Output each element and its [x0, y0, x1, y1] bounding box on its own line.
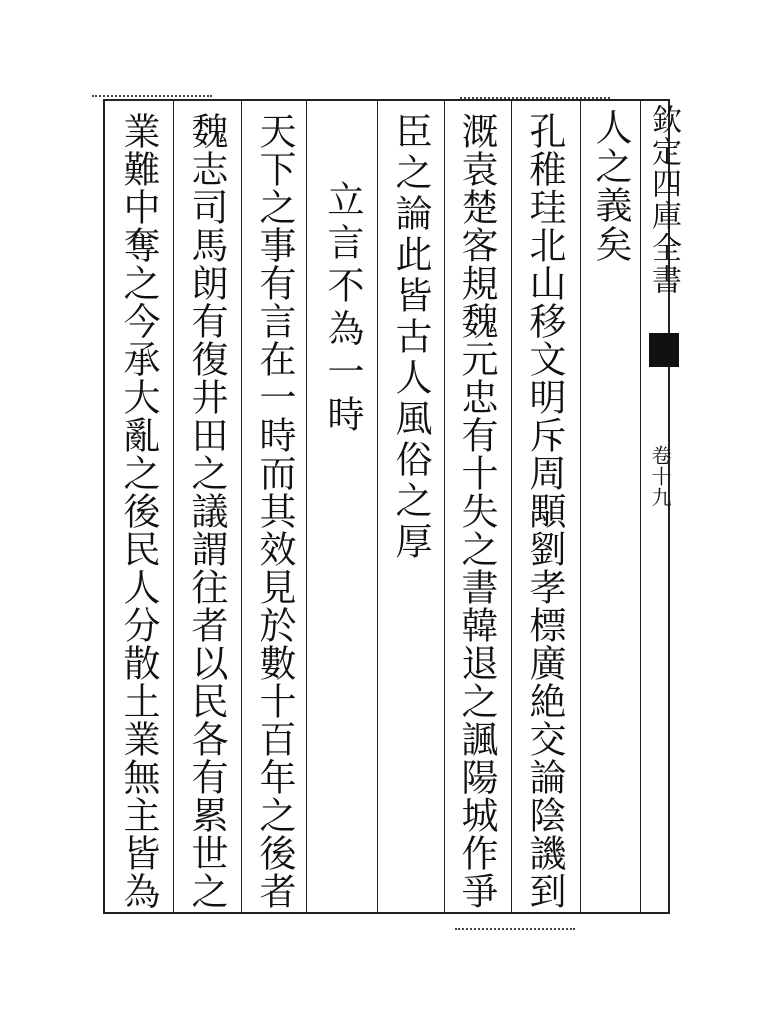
bottom-edge-mark [455, 928, 575, 930]
text-column-1: 人之義矣 [589, 108, 632, 264]
margin-volume-label: 卷十九 [648, 445, 672, 508]
text-column-8: 業難中奪之今承大亂之後民人分散土業無主皆為 [117, 112, 160, 910]
margin-rule [640, 99, 641, 914]
column-rule [580, 99, 581, 914]
text-column-7: 魏志司馬朗有復井田之議謂往者以民各有累世之 [185, 112, 228, 910]
column-rule [511, 99, 512, 914]
top-edge-mark [92, 95, 212, 97]
text-column-3: 溉袁楚客規魏元忠有十失之書韓退之諷陽城作爭 [455, 112, 498, 910]
text-column-5: 立言不為一時 [321, 180, 364, 438]
text-column-6: 天下之事有言在一時而其效見於數十百年之後者 [253, 112, 296, 910]
column-rule [306, 99, 307, 914]
column-rule [444, 99, 445, 914]
margin-fishtail-mark [649, 333, 679, 367]
margin-book-title: 欽定四庫全書 [646, 104, 681, 296]
column-rule [377, 99, 378, 914]
column-rule [173, 99, 174, 914]
text-column-2: 孔稚珪北山移文明斥周顒劉孝標廣絶交論陰譏到 [523, 112, 566, 910]
text-column-4: 臣之論此皆古人風俗之厚 [389, 112, 432, 563]
column-rule [241, 99, 242, 914]
